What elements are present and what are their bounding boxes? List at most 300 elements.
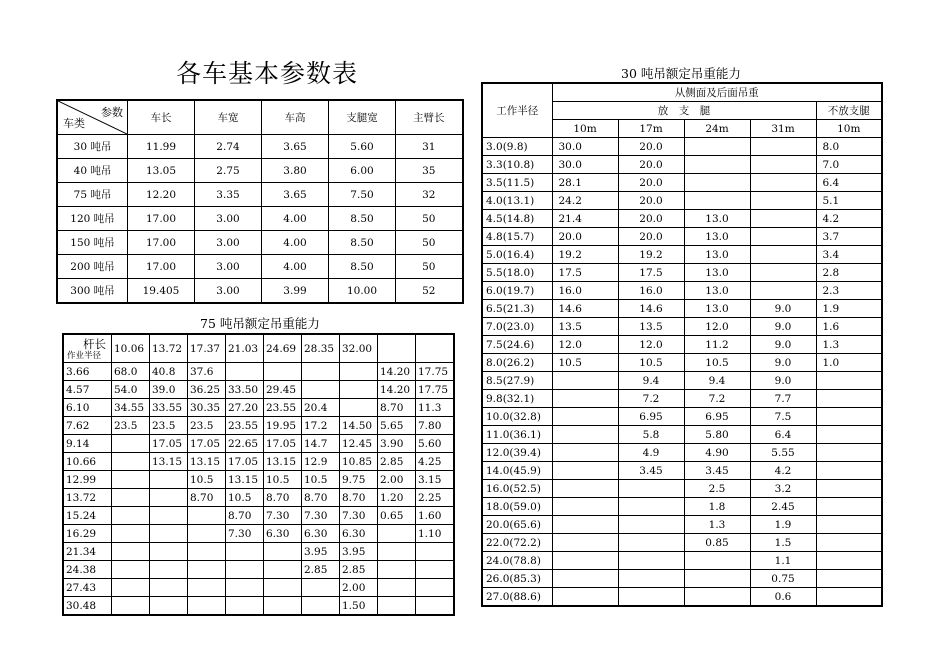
table-cell: 3.00 bbox=[195, 207, 262, 231]
table-cell: 14.7 bbox=[302, 435, 340, 453]
table-cell bbox=[112, 453, 150, 471]
table-cell: 17.05 bbox=[188, 435, 226, 453]
table-cell: 1.9 bbox=[816, 300, 882, 318]
table-cell: 8.5(27.9) bbox=[482, 372, 552, 390]
column-header: 车高 bbox=[262, 100, 329, 135]
table-row bbox=[482, 570, 882, 588]
table-row bbox=[63, 417, 454, 435]
table-cell: 7.62 bbox=[63, 417, 112, 435]
table-cell: 27.20 bbox=[226, 399, 264, 417]
table-cell: 4.0(13.1) bbox=[482, 192, 552, 210]
corner-cell bbox=[63, 334, 112, 363]
table-cell: 22.0(72.2) bbox=[482, 534, 552, 552]
table-cell bbox=[552, 534, 618, 552]
table-cell: 0.85 bbox=[684, 534, 750, 552]
table-cell: 14.6 bbox=[552, 300, 618, 318]
table-cell: 4.00 bbox=[262, 207, 329, 231]
table-cell: 24.38 bbox=[63, 561, 112, 579]
table-cell: 7.7 bbox=[750, 390, 816, 408]
table-cell: 20.0 bbox=[618, 210, 684, 228]
table-cell bbox=[552, 588, 618, 607]
table-row bbox=[63, 489, 454, 507]
table-row bbox=[482, 264, 882, 282]
table-row bbox=[57, 135, 463, 159]
table-row bbox=[482, 174, 882, 192]
table-cell: 20.4 bbox=[302, 399, 340, 417]
table-cell: 9.0 bbox=[750, 300, 816, 318]
table-cell bbox=[816, 462, 882, 480]
table-cell: 2.45 bbox=[750, 498, 816, 516]
table-cell: 4.8(15.7) bbox=[482, 228, 552, 246]
table-cell: 10.5 bbox=[302, 471, 340, 489]
table-cell: 19.95 bbox=[264, 417, 302, 435]
table-cell: 32 bbox=[396, 183, 463, 207]
table-row bbox=[482, 282, 882, 300]
table-cell: 9.0 bbox=[750, 354, 816, 372]
table-row bbox=[57, 159, 463, 183]
table-cell: 17.05 bbox=[150, 435, 188, 453]
column-header: 10m bbox=[552, 120, 618, 138]
table-cell bbox=[264, 579, 302, 597]
table-row bbox=[482, 138, 882, 156]
table-cell: 4.2 bbox=[750, 462, 816, 480]
table-cell bbox=[150, 471, 188, 489]
table-row bbox=[57, 183, 463, 207]
table-cell bbox=[188, 597, 226, 616]
column-header: 13.72 bbox=[150, 334, 188, 363]
table-cell: 12.0(39.4) bbox=[482, 444, 552, 462]
table-cell: 13.05 bbox=[128, 159, 195, 183]
table-cell bbox=[150, 561, 188, 579]
table-cell bbox=[816, 588, 882, 607]
table-cell: 3.4 bbox=[816, 246, 882, 264]
table-cell: 7.30 bbox=[226, 525, 264, 543]
table-cell: 10.0(32.8) bbox=[482, 408, 552, 426]
table-cell bbox=[552, 372, 618, 390]
table-row bbox=[63, 543, 454, 561]
table-row bbox=[57, 279, 463, 304]
table-cell: 13.15 bbox=[188, 453, 226, 471]
table-cell: 2.85 bbox=[302, 561, 340, 579]
table-cell: 6.30 bbox=[340, 525, 378, 543]
table-cell bbox=[378, 561, 416, 579]
table-cell: 6.10 bbox=[63, 399, 112, 417]
table-cell: 9.0 bbox=[750, 336, 816, 354]
table-cell: 3.66 bbox=[63, 363, 112, 381]
table-cell: 4.57 bbox=[63, 381, 112, 399]
table-cell: 19.2 bbox=[552, 246, 618, 264]
table-cell: 10.5 bbox=[188, 471, 226, 489]
table-cell: 3.15 bbox=[416, 471, 454, 489]
table-cell: 14.0(45.9) bbox=[482, 462, 552, 480]
table-cell bbox=[816, 390, 882, 408]
table-cell: 8.70 bbox=[378, 399, 416, 417]
table-row bbox=[482, 336, 882, 354]
table-cell bbox=[340, 381, 378, 399]
table-cell bbox=[112, 471, 150, 489]
table-cell: 37.6 bbox=[188, 363, 226, 381]
table-cell: 17.00 bbox=[128, 255, 195, 279]
side-rear-header: 从侧面及后面吊重 bbox=[552, 83, 882, 102]
table-cell: 68.0 bbox=[112, 363, 150, 381]
table-cell bbox=[302, 381, 340, 399]
table-cell: 1.20 bbox=[378, 489, 416, 507]
table-cell: 36.25 bbox=[188, 381, 226, 399]
table-cell bbox=[226, 363, 264, 381]
table-cell: 3.0(9.8) bbox=[482, 138, 552, 156]
table-cell: 30.48 bbox=[63, 597, 112, 616]
table-cell: 14.6 bbox=[618, 300, 684, 318]
no-outriggers-header: 不放支腿 bbox=[816, 102, 882, 120]
table-cell: 2.85 bbox=[378, 453, 416, 471]
table-cell: 3.5(11.5) bbox=[482, 174, 552, 192]
table-cell: 20.0(65.6) bbox=[482, 516, 552, 534]
table-row bbox=[482, 552, 882, 570]
basic-params-table bbox=[56, 99, 464, 304]
table-cell bbox=[340, 363, 378, 381]
table-cell: 13.0 bbox=[684, 246, 750, 264]
table-cell: 4.2 bbox=[816, 210, 882, 228]
column-header: 17m bbox=[618, 120, 684, 138]
table-cell: 3.65 bbox=[262, 183, 329, 207]
table-cell bbox=[416, 561, 454, 579]
table-cell: 3.35 bbox=[195, 183, 262, 207]
table-cell: 30 吨吊 bbox=[57, 135, 128, 159]
table-cell bbox=[618, 498, 684, 516]
table-cell bbox=[416, 579, 454, 597]
table-cell: 6.00 bbox=[329, 159, 396, 183]
header-row bbox=[482, 83, 882, 102]
table-cell bbox=[618, 516, 684, 534]
table-cell: 10.5 bbox=[226, 489, 264, 507]
table-cell bbox=[378, 579, 416, 597]
table-cell: 2.5 bbox=[684, 480, 750, 498]
table-cell: 13.15 bbox=[150, 453, 188, 471]
table-cell bbox=[618, 588, 684, 607]
table-cell: 16.29 bbox=[63, 525, 112, 543]
table-cell: 1.3 bbox=[816, 336, 882, 354]
table-row bbox=[482, 588, 882, 607]
table-cell: 13.0 bbox=[684, 282, 750, 300]
table-cell: 31 bbox=[396, 135, 463, 159]
table-cell: 3.99 bbox=[262, 279, 329, 304]
table-cell: 4.9 bbox=[618, 444, 684, 462]
table-row bbox=[482, 246, 882, 264]
table-cell bbox=[416, 543, 454, 561]
table-cell: 5.60 bbox=[416, 435, 454, 453]
column-header: 10m bbox=[816, 120, 882, 138]
table-cell: 1.5 bbox=[750, 534, 816, 552]
table-cell: 6.4 bbox=[750, 426, 816, 444]
table-cell: 34.55 bbox=[112, 399, 150, 417]
table-cell: 19.405 bbox=[128, 279, 195, 304]
table-cell: 5.80 bbox=[684, 426, 750, 444]
table-cell: 4.00 bbox=[262, 255, 329, 279]
table-cell: 8.0(26.2) bbox=[482, 354, 552, 372]
table-cell bbox=[750, 282, 816, 300]
table-cell bbox=[816, 552, 882, 570]
table-cell: 3.2 bbox=[750, 480, 816, 498]
table-cell: 9.0 bbox=[750, 318, 816, 336]
column-header: 28.35 bbox=[302, 334, 340, 363]
table-cell: 13.5 bbox=[618, 318, 684, 336]
table-cell: 8.70 bbox=[188, 489, 226, 507]
table-cell: 26.0(85.3) bbox=[482, 570, 552, 588]
table-cell bbox=[150, 543, 188, 561]
table-cell: 8.50 bbox=[329, 231, 396, 255]
header-row bbox=[63, 334, 454, 363]
column-header bbox=[416, 334, 454, 363]
t30-title: 30 吨吊额定吊重能力 bbox=[621, 66, 741, 81]
table-cell: 3.45 bbox=[684, 462, 750, 480]
table-cell: 12.0 bbox=[684, 318, 750, 336]
table-cell: 10.5 bbox=[552, 354, 618, 372]
corner-cell bbox=[57, 100, 128, 135]
table-cell bbox=[750, 246, 816, 264]
table-row bbox=[63, 399, 454, 417]
table-cell: 3.95 bbox=[302, 543, 340, 561]
corner-bottom-label: 车类 bbox=[63, 117, 85, 130]
table-cell: 20.0 bbox=[618, 156, 684, 174]
table-cell: 8.70 bbox=[340, 489, 378, 507]
table-cell: 4.90 bbox=[684, 444, 750, 462]
table-cell bbox=[378, 525, 416, 543]
table-cell: 24.0(78.8) bbox=[482, 552, 552, 570]
table-cell: 10.5 bbox=[618, 354, 684, 372]
table-cell: 5.1 bbox=[816, 192, 882, 210]
table-cell: 20.0 bbox=[618, 228, 684, 246]
table-cell bbox=[264, 363, 302, 381]
table-cell: 5.5(18.0) bbox=[482, 264, 552, 282]
table-cell: 5.8 bbox=[618, 426, 684, 444]
table-cell: 7.5(24.6) bbox=[482, 336, 552, 354]
table-row bbox=[482, 498, 882, 516]
table-cell: 17.5 bbox=[552, 264, 618, 282]
table-cell: 1.6 bbox=[816, 318, 882, 336]
table-cell: 12.0 bbox=[552, 336, 618, 354]
table-cell bbox=[112, 525, 150, 543]
column-header: 支腿宽 bbox=[329, 100, 396, 135]
table-cell bbox=[816, 498, 882, 516]
table-cell bbox=[552, 570, 618, 588]
table-cell bbox=[552, 462, 618, 480]
table-row bbox=[482, 300, 882, 318]
table-cell bbox=[618, 552, 684, 570]
column-header bbox=[378, 334, 416, 363]
table-cell: 10.85 bbox=[340, 453, 378, 471]
table-cell: 75 吨吊 bbox=[57, 183, 128, 207]
column-header: 32.00 bbox=[340, 334, 378, 363]
table-cell: 7.50 bbox=[329, 183, 396, 207]
table-cell: 17.05 bbox=[226, 453, 264, 471]
table-cell: 4.5(14.8) bbox=[482, 210, 552, 228]
table-cell: 10.5 bbox=[684, 354, 750, 372]
table-cell: 13.0 bbox=[684, 300, 750, 318]
table-cell: 3.90 bbox=[378, 435, 416, 453]
table-cell: 3.00 bbox=[195, 255, 262, 279]
table-cell: 6.4 bbox=[816, 174, 882, 192]
table-cell bbox=[302, 579, 340, 597]
table-cell bbox=[226, 579, 264, 597]
table-cell: 19.2 bbox=[618, 246, 684, 264]
table-cell bbox=[226, 561, 264, 579]
table-cell: 12.0 bbox=[618, 336, 684, 354]
table-cell: 7.80 bbox=[416, 417, 454, 435]
page-title: 各车基本参数表 bbox=[176, 59, 359, 88]
table-cell: 50 bbox=[396, 207, 463, 231]
column-header: 24.69 bbox=[264, 334, 302, 363]
table-row bbox=[63, 363, 454, 381]
table-cell: 8.50 bbox=[329, 207, 396, 231]
table-cell: 9.4 bbox=[618, 372, 684, 390]
table-cell bbox=[112, 543, 150, 561]
table-cell: 3.00 bbox=[195, 279, 262, 304]
table-cell: 150 吨吊 bbox=[57, 231, 128, 255]
table-cell: 2.25 bbox=[416, 489, 454, 507]
table-cell: 15.24 bbox=[63, 507, 112, 525]
table-cell: 5.0(16.4) bbox=[482, 246, 552, 264]
table-cell bbox=[302, 597, 340, 616]
table-cell: 10.66 bbox=[63, 453, 112, 471]
table-cell: 23.5 bbox=[188, 417, 226, 435]
table-cell bbox=[750, 264, 816, 282]
table-cell: 50 bbox=[396, 231, 463, 255]
table-cell: 9.14 bbox=[63, 435, 112, 453]
table-cell: 24.2 bbox=[552, 192, 618, 210]
table-cell: 2.75 bbox=[195, 159, 262, 183]
table-cell: 1.8 bbox=[684, 498, 750, 516]
table-cell bbox=[684, 156, 750, 174]
table-cell: 300 吨吊 bbox=[57, 279, 128, 304]
table-cell bbox=[552, 408, 618, 426]
table-row bbox=[482, 534, 882, 552]
table-cell: 6.95 bbox=[684, 408, 750, 426]
table-cell: 6.30 bbox=[302, 525, 340, 543]
table-cell: 30.35 bbox=[188, 399, 226, 417]
table-cell bbox=[188, 525, 226, 543]
table-row bbox=[482, 156, 882, 174]
table-cell: 22.65 bbox=[226, 435, 264, 453]
table-cell: 35 bbox=[396, 159, 463, 183]
table-cell: 33.50 bbox=[226, 381, 264, 399]
table-cell: 27.43 bbox=[63, 579, 112, 597]
table-cell: 10.00 bbox=[329, 279, 396, 304]
table-cell: 5.55 bbox=[750, 444, 816, 462]
table-cell bbox=[150, 525, 188, 543]
table-cell: 4.25 bbox=[416, 453, 454, 471]
table-cell: 120 吨吊 bbox=[57, 207, 128, 231]
table-cell bbox=[150, 489, 188, 507]
table-cell: 2.74 bbox=[195, 135, 262, 159]
table-cell: 23.55 bbox=[226, 417, 264, 435]
table-cell bbox=[618, 534, 684, 552]
column-header: 车宽 bbox=[195, 100, 262, 135]
table-cell bbox=[552, 390, 618, 408]
table-cell: 7.2 bbox=[684, 390, 750, 408]
table-row bbox=[482, 210, 882, 228]
table-cell bbox=[112, 507, 150, 525]
table-cell bbox=[112, 579, 150, 597]
table-cell: 13.0 bbox=[684, 264, 750, 282]
table-cell: 7.0(23.0) bbox=[482, 318, 552, 336]
table-cell: 1.1 bbox=[750, 552, 816, 570]
column-header: 车长 bbox=[128, 100, 195, 135]
table-row bbox=[63, 597, 454, 616]
table-cell: 13.15 bbox=[226, 471, 264, 489]
table-cell bbox=[340, 399, 378, 417]
table-row bbox=[63, 507, 454, 525]
table-cell bbox=[378, 597, 416, 616]
table-row bbox=[482, 390, 882, 408]
table-row bbox=[482, 408, 882, 426]
table-cell: 5.60 bbox=[329, 135, 396, 159]
table-cell bbox=[112, 561, 150, 579]
table-cell bbox=[150, 507, 188, 525]
table-cell bbox=[816, 408, 882, 426]
radius-header: 工作半径 bbox=[482, 83, 552, 138]
table-cell: 7.0 bbox=[816, 156, 882, 174]
table-cell bbox=[264, 597, 302, 616]
column-header: 21.03 bbox=[226, 334, 264, 363]
table-row bbox=[482, 192, 882, 210]
table-row bbox=[63, 471, 454, 489]
table-cell: 5.65 bbox=[378, 417, 416, 435]
table-cell: 18.0(59.0) bbox=[482, 498, 552, 516]
table-cell: 12.20 bbox=[128, 183, 195, 207]
table-row bbox=[482, 228, 882, 246]
table-cell bbox=[112, 597, 150, 616]
table-cell: 23.5 bbox=[150, 417, 188, 435]
table-cell: 1.60 bbox=[416, 507, 454, 525]
table-row bbox=[482, 318, 882, 336]
table-cell: 1.9 bbox=[750, 516, 816, 534]
column-header: 17.37 bbox=[188, 334, 226, 363]
table-cell: 2.00 bbox=[378, 471, 416, 489]
table-cell bbox=[750, 174, 816, 192]
t75-capacity-table bbox=[62, 333, 455, 616]
table-cell: 9.75 bbox=[340, 471, 378, 489]
table-row bbox=[63, 579, 454, 597]
table-cell: 20.0 bbox=[552, 228, 618, 246]
table-cell: 9.4 bbox=[684, 372, 750, 390]
column-header: 31m bbox=[750, 120, 816, 138]
table-cell: 11.3 bbox=[416, 399, 454, 417]
table-cell bbox=[264, 543, 302, 561]
column-header: 主臂长 bbox=[396, 100, 463, 135]
table-cell bbox=[150, 597, 188, 616]
table-cell bbox=[416, 597, 454, 616]
table-cell: 1.10 bbox=[416, 525, 454, 543]
table-cell bbox=[816, 480, 882, 498]
table-cell: 3.65 bbox=[262, 135, 329, 159]
header-row bbox=[57, 100, 463, 135]
table-row bbox=[57, 231, 463, 255]
table-cell bbox=[302, 363, 340, 381]
table-cell: 6.30 bbox=[264, 525, 302, 543]
table-cell bbox=[150, 579, 188, 597]
table-cell: 9.8(32.1) bbox=[482, 390, 552, 408]
table-cell: 8.0 bbox=[816, 138, 882, 156]
table-cell bbox=[188, 561, 226, 579]
table-cell: 13.72 bbox=[63, 489, 112, 507]
table-cell: 12.45 bbox=[340, 435, 378, 453]
table-cell bbox=[816, 534, 882, 552]
table-cell: 11.0(36.1) bbox=[482, 426, 552, 444]
table-cell bbox=[552, 444, 618, 462]
table-cell: 20.0 bbox=[618, 174, 684, 192]
table-row bbox=[482, 444, 882, 462]
table-cell bbox=[684, 138, 750, 156]
